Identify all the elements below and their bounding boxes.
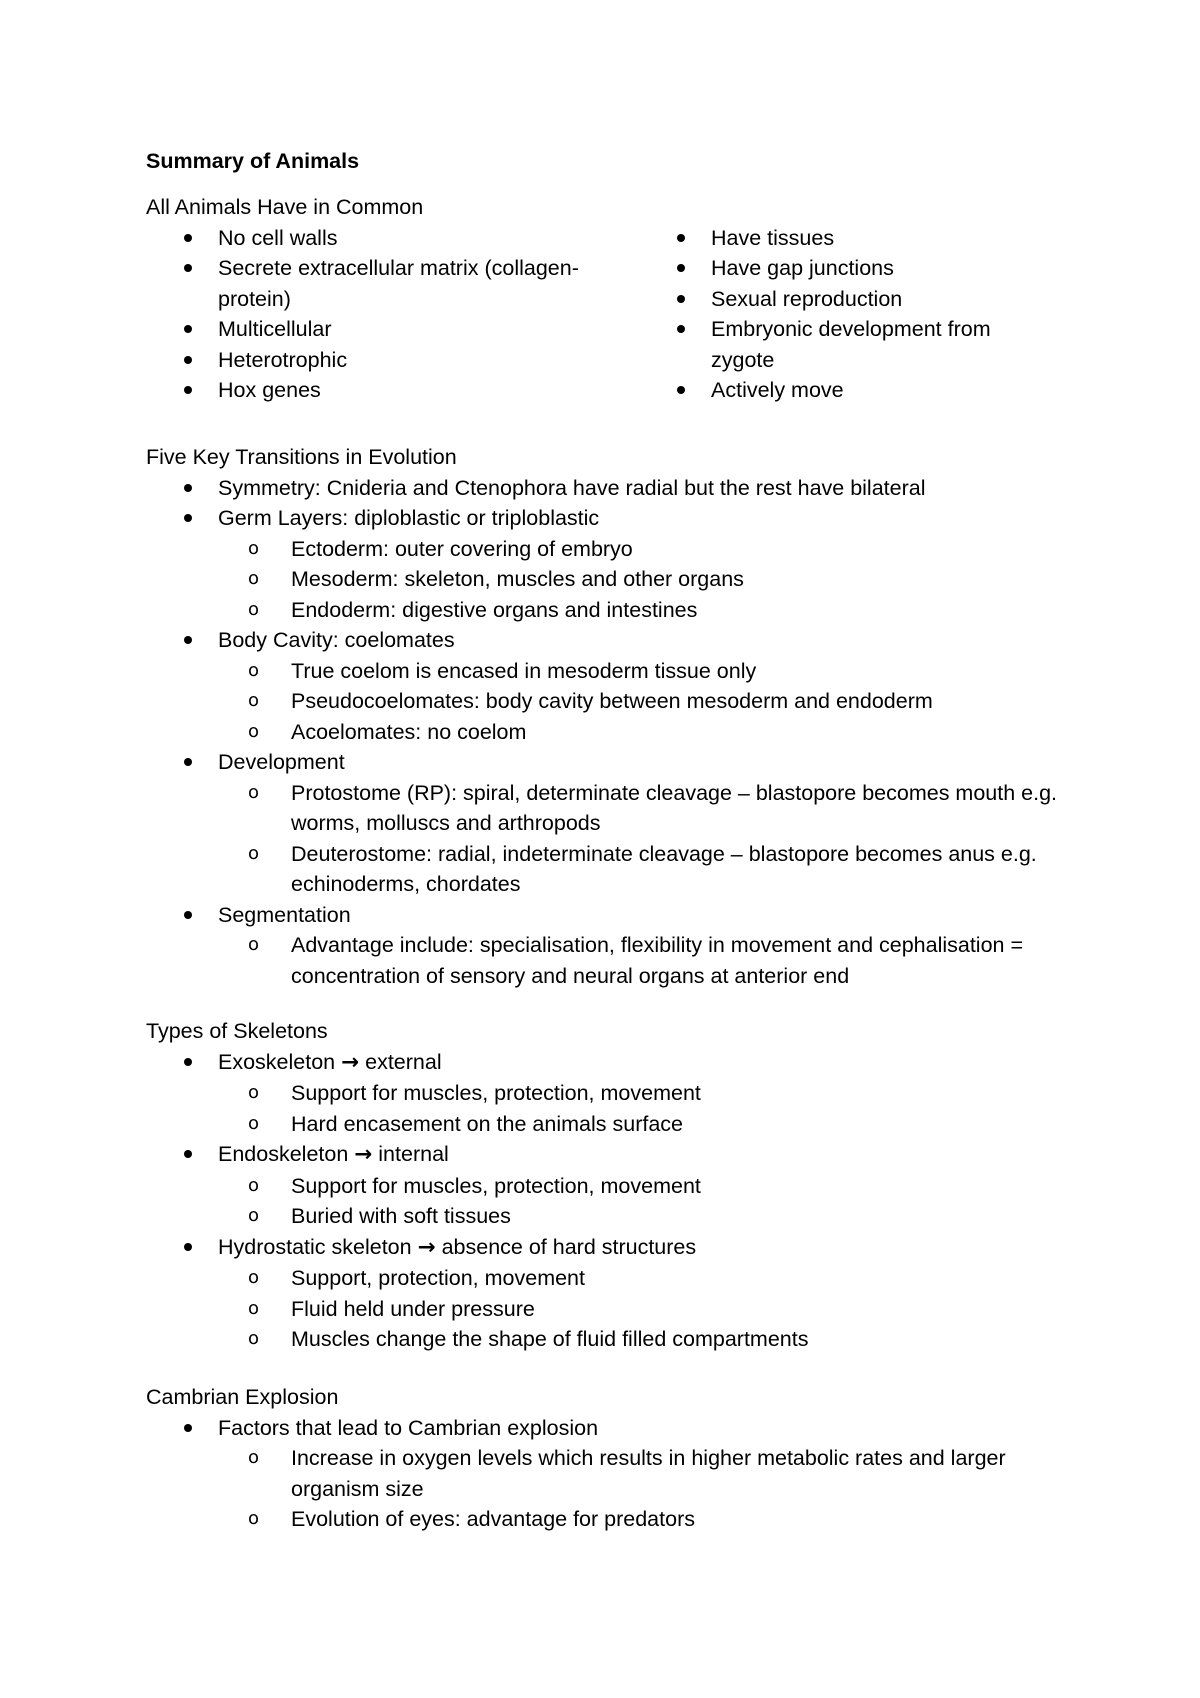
list-item: Factors that lead to Cambrian explosion o Increase in oxygen levels which results in higher metabolic rates and larger organism size o Evolution of eyes: advantage for predators — [146, 1413, 1086, 1535]
sub-list-item: o Support for muscles, protection, movement — [218, 1078, 1086, 1109]
transitions-list — [146, 473, 1086, 992]
section-heading-cambrian: Cambrian Explosion — [146, 1385, 339, 1409]
bullet-icon — [184, 386, 192, 394]
circle-bullet-icon: o — [248, 1447, 260, 1468]
section-common — [146, 192, 1086, 406]
bullet-icon — [184, 1058, 192, 1066]
circle-bullet-icon: o — [248, 1112, 260, 1134]
bullet-icon — [677, 386, 685, 394]
circle-bullet-icon: o — [248, 1297, 260, 1319]
bullet-icon — [184, 758, 192, 766]
bullet-icon — [677, 234, 685, 242]
bullet-icon — [184, 911, 192, 919]
sub-list-item: o True coelom is encased in mesoderm tissue only — [218, 656, 1086, 687]
bullet-icon — [184, 484, 192, 492]
cambrian-list — [146, 1413, 1086, 1535]
list-item: No cell walls — [146, 223, 639, 254]
sub-list — [218, 930, 1086, 991]
section-heading-common: All Animals Have in Common — [146, 195, 424, 219]
list-item: Hydrostatic skeleton → absence of hard structures o Support, protection, movement o Fluid held under pressure o Muscles change the shape of fluid filled compartments — [146, 1232, 1086, 1355]
list-item: Have gap junctions — [639, 253, 1086, 284]
circle-bullet-icon: o — [248, 659, 260, 681]
bullet-icon — [184, 325, 192, 333]
common-left-list — [146, 223, 639, 406]
circle-bullet-icon: o — [248, 1328, 260, 1349]
bullet-icon — [677, 264, 685, 272]
sub-list-item: o Increase in oxygen levels which results in higher metabolic rates and larger organism size — [218, 1443, 1086, 1504]
list-item: Endoskeleton → internal o Support for muscles, protection, movement o Buried with soft tissues — [146, 1139, 1086, 1232]
list-item: Have tissues — [639, 223, 1086, 254]
circle-bullet-icon: o — [248, 690, 260, 711]
list-item: Heterotrophic — [146, 345, 639, 376]
list-item: Germ Layers: diploblastic or triploblastic o Ectoderm: outer covering of embryo o Mesoderm: skeleton, muscles and other organs o Endoderm: digestive organs and intestines — [146, 503, 1086, 625]
list-item: Segmentation o Advantage include: specialisation, flexibility in movement and cephalisation = concentration of sensory and neural organs at anterior end — [146, 900, 1086, 992]
list-item: Actively move — [639, 375, 1086, 406]
sub-list-item: o Advantage include: specialisation, flexibility in movement and cephalisation = concentration of sensory and neural organs at anterior end — [218, 930, 1086, 991]
section-heading-skeletons: Types of Skeletons — [146, 1019, 328, 1043]
bullet-icon — [677, 325, 685, 333]
sub-list — [218, 1078, 1086, 1139]
list-item: Body Cavity: coelomates o True coelom is encased in mesoderm tissue only o Pseudocoelomates: body cavity between mesoderm and endoderm o Acoelomates: no coelom — [146, 625, 1086, 747]
bullet-icon — [184, 514, 192, 522]
bullet-icon — [184, 356, 192, 364]
circle-bullet-icon: o — [248, 1174, 260, 1196]
section-skeletons — [146, 1016, 1086, 1355]
sub-list-item: o Muscles change the shape of fluid filled compartments — [218, 1324, 1086, 1355]
sub-list — [218, 1263, 1086, 1355]
circle-bullet-icon: o — [248, 781, 260, 803]
sub-list-item: o Protostome (RP): spiral, determinate cleavage – blastopore becomes mouth e.g. worms, molluscs and arthropods — [218, 778, 1086, 839]
list-item: Symmetry: Cnideria and Ctenophora have radial but the rest have bilateral — [146, 473, 1086, 504]
bullet-icon — [184, 636, 192, 644]
sub-list-item: o Deuterostome: radial, indeterminate cleavage – blastopore becomes anus e.g. echinoderms, chordates — [218, 839, 1086, 900]
circle-bullet-icon: o — [248, 1267, 260, 1288]
bullet-icon — [184, 234, 192, 242]
circle-bullet-icon: o — [248, 934, 260, 955]
bullet-icon — [184, 1243, 192, 1251]
circle-bullet-icon: o — [248, 842, 260, 864]
common-columns — [146, 223, 1086, 406]
sub-list-item: o Hard encasement on the animals surface — [218, 1109, 1086, 1140]
sub-list-item: o Buried with soft tissues — [218, 1201, 1086, 1232]
sub-list-item: o Ectoderm: outer covering of embryo — [218, 534, 1086, 565]
bullet-icon — [677, 295, 685, 303]
sub-list — [218, 534, 1086, 626]
list-item: Secrete extracellular matrix (collagen-protein) — [146, 253, 639, 314]
circle-bullet-icon: o — [248, 537, 260, 559]
sub-list-item: o Evolution of eyes: advantage for predators — [218, 1504, 1086, 1535]
sub-list-item: o Support, protection, movement — [218, 1263, 1086, 1294]
section-cambrian — [146, 1382, 1086, 1535]
sub-list-item: o Support for muscles, protection, movement — [218, 1171, 1086, 1202]
circle-bullet-icon: o — [248, 598, 260, 620]
circle-bullet-icon: o — [248, 1205, 260, 1226]
right-arrow-icon: → — [417, 1234, 436, 1260]
sub-list-item: o Mesoderm: skeleton, muscles and other organs — [218, 564, 1086, 595]
section-heading-transitions: Five Key Transitions in Evolution — [146, 445, 457, 469]
sub-list-item: o Fluid held under pressure — [218, 1294, 1086, 1325]
common-left-column — [146, 223, 639, 406]
list-item: Embryonic development from zygote — [639, 314, 1086, 375]
skeletons-list — [146, 1047, 1086, 1355]
sub-list-item: o Acoelomates: no coelom — [218, 717, 1086, 748]
bullet-icon — [184, 1424, 192, 1432]
list-item: Development o Protostome (RP): spiral, determinate cleavage – blastopore becomes mouth e.g. worms, molluscs and arthropods o Deuterostome: radial, indeterminate cleavage – blastopore becomes anus e.g. echinoderms, chordates — [146, 747, 1086, 900]
sub-list — [218, 1443, 1086, 1535]
list-item: Multicellular — [146, 314, 639, 345]
sub-list-item: o Pseudocoelomates: body cavity between mesoderm and endoderm — [218, 686, 1086, 717]
circle-bullet-icon: o — [248, 1082, 260, 1103]
circle-bullet-icon: o — [248, 1508, 260, 1529]
right-arrow-icon: → — [354, 1142, 373, 1167]
right-arrow-icon: → — [341, 1049, 360, 1075]
common-right-list — [639, 223, 1086, 406]
section-transitions — [146, 442, 1086, 991]
sub-list — [218, 656, 1086, 748]
list-item: Hox genes — [146, 375, 639, 406]
sub-list-item: o Endoderm: digestive organs and intestines — [218, 595, 1086, 626]
sub-list — [218, 778, 1086, 900]
document-title: Summary of Animals — [146, 149, 360, 173]
sub-list — [218, 1171, 1086, 1232]
circle-bullet-icon: o — [248, 720, 260, 742]
bullet-icon — [184, 264, 192, 272]
circle-bullet-icon: o — [248, 568, 260, 589]
bullet-icon — [184, 1150, 192, 1158]
list-item: Exoskeleton → external o Support for muscles, protection, movement o Hard encasement on the animals surface — [146, 1047, 1086, 1140]
list-item: Sexual reproduction — [639, 284, 1086, 315]
common-right-column — [639, 223, 1086, 406]
